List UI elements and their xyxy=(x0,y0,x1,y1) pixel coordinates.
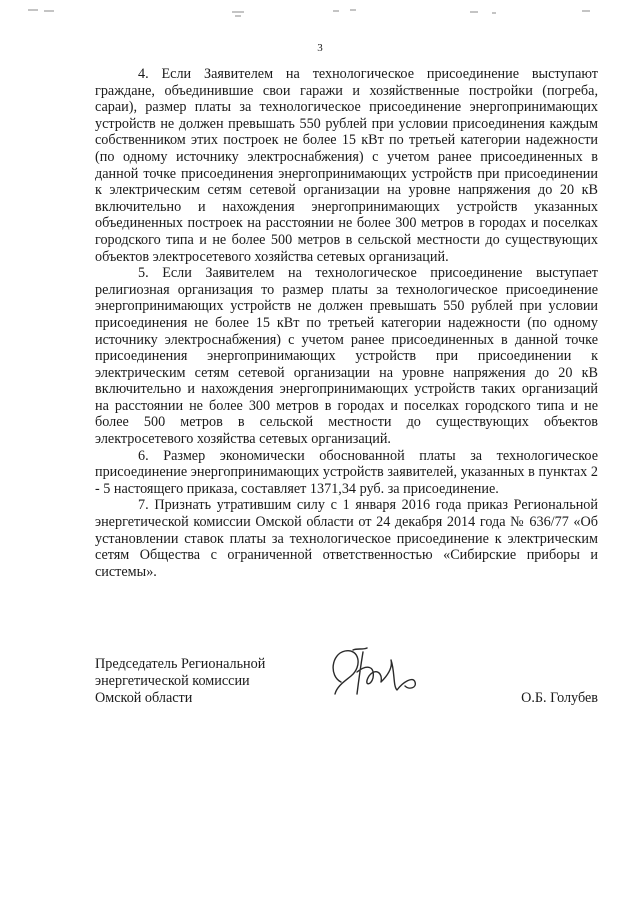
page-number: 3 xyxy=(317,42,323,54)
scan-noise-marks xyxy=(0,4,640,24)
signer-title-line: энергетической комиссии xyxy=(95,673,250,689)
signer-title xyxy=(95,656,315,707)
paragraph-item-7: 7. Признать утратившим силу с 1 января 2016 года приказ Региональной энергетической комиссии Омской области от 24 декабря 2014 года № 636/77 «Об установлении ставок платы за технологическое присоединение к электрическим сетям Общества с ограниченной ответственностью «Сибирские приборы и системы». xyxy=(95,497,598,580)
signature-block xyxy=(95,656,598,716)
paragraph-item-5: 5. Если Заявителем на технологическое присоединение выступает религиозная организация то размер платы за технологическое присоединение энергопринимающих устройств не должен превышать 550 рублей при условии присоединения не более 15 кВт по третьей категории надежности (по одному источнику электроснабжения) с учетом ранее присоединенных в данной точке присоединения энергопринимающих устройств при присоединении к электрическим сетям сетевой организации на уровне напряжения до 20 кВ включительно и нахождения энергопринимающих устройств таких организаций на расстоянии не более 300 метров в городах и поселках городского типа и не более 500 метров в сельской местности до существующих объектов электросетевого хозяйства сетевых организаций. xyxy=(95,265,598,448)
signer-name: О.Б. Голубев xyxy=(521,690,598,706)
signer-title-line: Омской области xyxy=(95,690,193,706)
document-body xyxy=(95,66,598,580)
paragraph-item-6: 6. Размер экономически обоснованной платы за технологическое присоединение энергопринимающих устройств заявителей, указанных в пунктах 2 - 5 настоящего приказа, составляет 1371,34 руб. за присоединение. xyxy=(95,447,598,497)
paragraph-item-4: 4. Если Заявителем на технологическое присоединение выступают граждане, объединившие свои гаражи и хозяйственные постройки (погреба, сараи), размер платы за технологическое присоединение энергопринимающих устройств не должен превышать 550 рублей при условии присоединения каждым собственником этих построек не более 15 кВт по третьей категории надежности (по одному источнику электроснабжения) с учетом ранее присоединенных в данной точке присоединения энергопринимающих устройств при присоединении к электрическим сетям сетевой организации на уровне напряжения до 20 кВ включительно и нахождения энергопринимающих устройств указанных объединенных построек на расстоянии не более 300 метров в городах и поселках городского типа и не более 500 метров в сельской местности до существующих объектов электросетевого хозяйства сетевых организаций. xyxy=(95,66,598,265)
signer-title-line: Председатель Региональной xyxy=(95,656,266,672)
handwritten-signature xyxy=(323,642,433,702)
